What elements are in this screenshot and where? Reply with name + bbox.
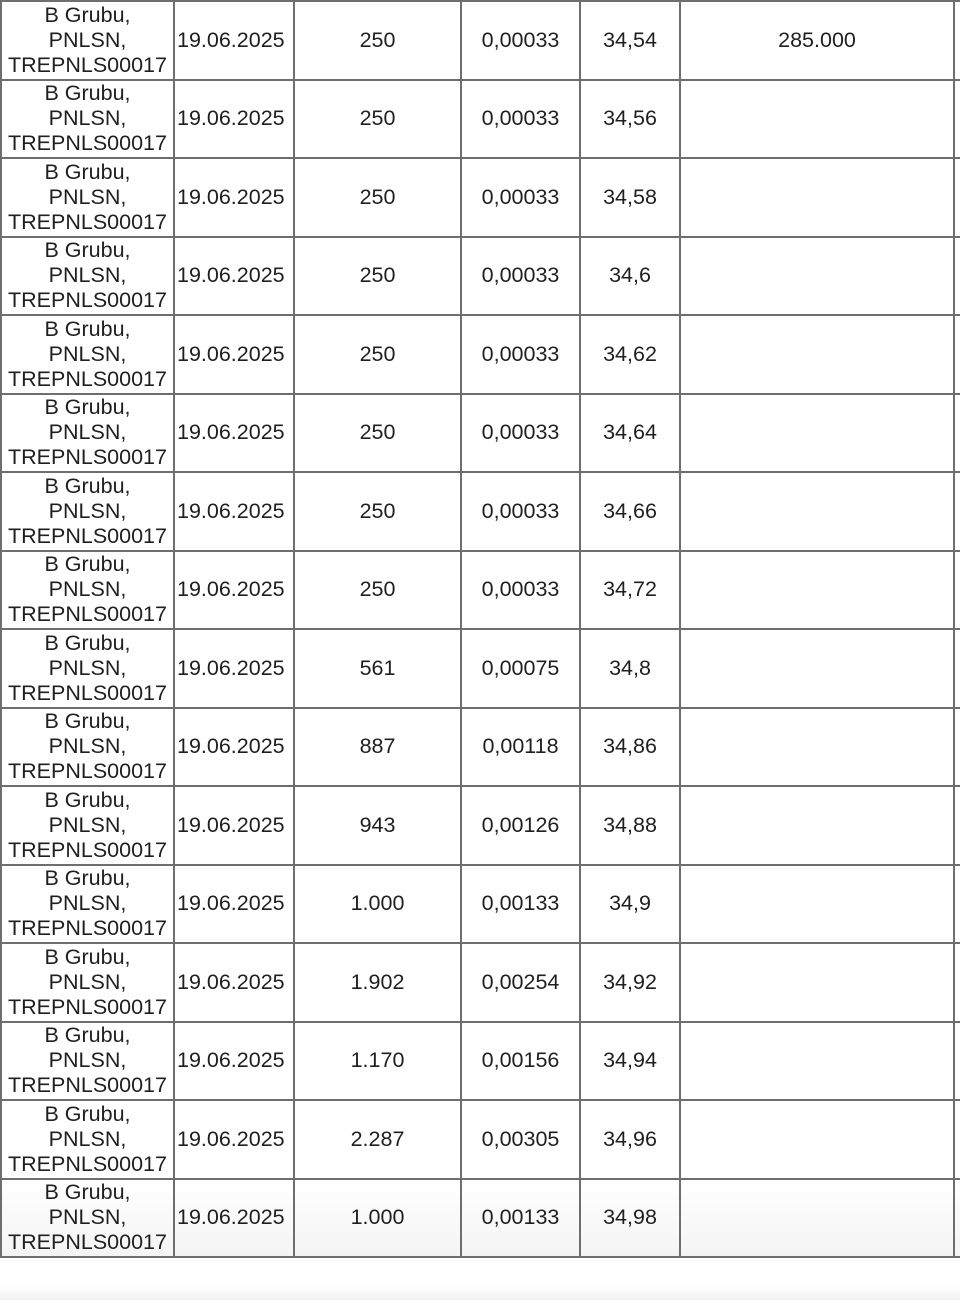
cell-price: 34,64 <box>580 394 680 473</box>
cell-price: 34,9 <box>580 865 680 944</box>
cell-total <box>680 629 954 708</box>
cell-quantity: 250 <box>294 551 461 630</box>
table-row <box>1 1022 960 1101</box>
security-isin: TREPNLS00017 <box>8 1151 167 1176</box>
cell-ratio: 0,00033 <box>461 551 580 630</box>
security-group: B Grubu, <box>44 787 131 812</box>
security-isin: TREPNLS00017 <box>8 759 167 784</box>
cell-clipped <box>954 1022 960 1101</box>
cell-price: 34,66 <box>580 472 680 551</box>
cell-quantity: 1.000 <box>294 865 461 944</box>
cell-price: 34,92 <box>580 943 680 1022</box>
cell-total: 285.000 <box>680 1 954 80</box>
cell-clipped <box>954 786 960 865</box>
table-row <box>1 1100 960 1179</box>
security-isin: TREPNLS00017 <box>8 1230 167 1255</box>
security-ticker: PNLSN, <box>48 734 127 759</box>
security-group: B Grubu, <box>44 944 131 969</box>
cell-date: 19.06.2025 <box>174 629 294 708</box>
table-row <box>1 1179 960 1258</box>
security-isin: TREPNLS00017 <box>8 445 167 470</box>
cell-price: 34,6 <box>580 237 680 316</box>
security-group: B Grubu, <box>44 1023 131 1048</box>
cell-date: 19.06.2025 <box>174 708 294 787</box>
cell-price: 34,88 <box>580 786 680 865</box>
security-ticker: PNLSN, <box>48 655 127 680</box>
cell-ratio: 0,00033 <box>461 237 580 316</box>
security-ticker: PNLSN, <box>48 812 127 837</box>
cell-quantity: 943 <box>294 786 461 865</box>
security-ticker: PNLSN, <box>48 263 127 288</box>
security-group: B Grubu, <box>44 395 131 420</box>
cell-total <box>680 1100 954 1179</box>
security-isin: TREPNLS00017 <box>8 366 167 391</box>
cell-quantity: 887 <box>294 708 461 787</box>
cell-date: 19.06.2025 <box>174 865 294 944</box>
table-row <box>1 472 960 551</box>
security-isin: TREPNLS00017 <box>8 994 167 1019</box>
cell-ratio: 0,00033 <box>461 472 580 551</box>
cell-total <box>680 472 954 551</box>
cell-security <box>1 551 174 630</box>
cell-ratio: 0,00133 <box>461 1179 580 1258</box>
security-ticker: PNLSN, <box>48 106 127 131</box>
cell-total <box>680 786 954 865</box>
cell-quantity: 250 <box>294 80 461 159</box>
cell-price: 34,98 <box>580 1179 680 1258</box>
table-row <box>1 943 960 1022</box>
security-group: B Grubu, <box>44 709 131 734</box>
cell-ratio: 0,00033 <box>461 158 580 237</box>
cell-quantity: 250 <box>294 237 461 316</box>
table-row <box>1 237 960 316</box>
cell-clipped <box>954 237 960 316</box>
security-isin: TREPNLS00017 <box>8 837 167 862</box>
cell-security <box>1 865 174 944</box>
cell-total <box>680 865 954 944</box>
cell-quantity: 250 <box>294 158 461 237</box>
table-body <box>1 1 960 1257</box>
cell-ratio: 0,00033 <box>461 394 580 473</box>
cell-clipped <box>954 629 960 708</box>
cell-quantity: 561 <box>294 629 461 708</box>
cell-security <box>1 158 174 237</box>
cell-ratio: 0,00305 <box>461 1100 580 1179</box>
table-row <box>1 629 960 708</box>
security-group: B Grubu, <box>44 238 131 263</box>
security-ticker: PNLSN, <box>48 969 127 994</box>
cell-ratio: 0,00033 <box>461 1 580 80</box>
cell-security <box>1 708 174 787</box>
security-ticker: PNLSN, <box>48 498 127 523</box>
cell-security <box>1 629 174 708</box>
cell-date: 19.06.2025 <box>174 1 294 80</box>
table-row <box>1 315 960 394</box>
cell-total <box>680 943 954 1022</box>
cell-price: 34,94 <box>580 1022 680 1101</box>
table-row <box>1 865 960 944</box>
cell-security <box>1 1100 174 1179</box>
cell-date: 19.06.2025 <box>174 158 294 237</box>
security-group: B Grubu, <box>44 1101 131 1126</box>
cell-date: 19.06.2025 <box>174 943 294 1022</box>
cell-clipped <box>954 394 960 473</box>
security-isin: TREPNLS00017 <box>8 523 167 548</box>
cell-clipped <box>954 551 960 630</box>
security-ticker: PNLSN, <box>48 27 127 52</box>
security-ticker: PNLSN, <box>48 1205 127 1230</box>
security-group: B Grubu, <box>44 630 131 655</box>
cell-clipped <box>954 1100 960 1179</box>
security-ticker: PNLSN, <box>48 420 127 445</box>
cell-clipped <box>954 1179 960 1258</box>
cell-security <box>1 80 174 159</box>
cell-date: 19.06.2025 <box>174 1022 294 1101</box>
cell-date: 19.06.2025 <box>174 551 294 630</box>
cell-total <box>680 315 954 394</box>
security-group: B Grubu, <box>44 316 131 341</box>
security-group: B Grubu, <box>44 2 131 27</box>
cell-clipped <box>954 1 960 80</box>
cell-security <box>1 315 174 394</box>
cell-security <box>1 237 174 316</box>
cell-quantity: 1.000 <box>294 1179 461 1258</box>
table-row <box>1 1 960 80</box>
cell-price: 34,54 <box>580 1 680 80</box>
cell-date: 19.06.2025 <box>174 315 294 394</box>
cell-ratio: 0,00118 <box>461 708 580 787</box>
cell-ratio: 0,00075 <box>461 629 580 708</box>
table-row <box>1 786 960 865</box>
cell-security <box>1 786 174 865</box>
cell-price: 34,62 <box>580 315 680 394</box>
cell-ratio: 0,00033 <box>461 315 580 394</box>
security-ticker: PNLSN, <box>48 1126 127 1151</box>
security-isin: TREPNLS00017 <box>8 288 167 313</box>
cell-date: 19.06.2025 <box>174 394 294 473</box>
cell-ratio: 0,00133 <box>461 865 580 944</box>
cell-quantity: 1.902 <box>294 943 461 1022</box>
security-group: B Grubu, <box>44 159 131 184</box>
table-row <box>1 708 960 787</box>
cell-total <box>680 551 954 630</box>
table-row <box>1 551 960 630</box>
cell-total <box>680 1179 954 1258</box>
cell-price: 34,86 <box>580 708 680 787</box>
cell-date: 19.06.2025 <box>174 1100 294 1179</box>
cell-total <box>680 394 954 473</box>
security-isin: TREPNLS00017 <box>8 131 167 156</box>
cell-clipped <box>954 472 960 551</box>
security-isin: TREPNLS00017 <box>8 209 167 234</box>
cell-clipped <box>954 315 960 394</box>
cell-price: 34,96 <box>580 1100 680 1179</box>
cell-date: 19.06.2025 <box>174 80 294 159</box>
security-group: B Grubu, <box>44 866 131 891</box>
cell-clipped <box>954 708 960 787</box>
cell-quantity: 250 <box>294 315 461 394</box>
cell-security <box>1 943 174 1022</box>
cell-quantity: 250 <box>294 394 461 473</box>
cell-quantity: 1.170 <box>294 1022 461 1101</box>
cell-total <box>680 708 954 787</box>
cell-ratio: 0,00156 <box>461 1022 580 1101</box>
security-ticker: PNLSN, <box>48 184 127 209</box>
cell-total <box>680 158 954 237</box>
cell-total <box>680 1022 954 1101</box>
security-isin: TREPNLS00017 <box>8 52 167 77</box>
cell-total <box>680 237 954 316</box>
security-ticker: PNLSN, <box>48 891 127 916</box>
cell-security <box>1 1022 174 1101</box>
security-isin: TREPNLS00017 <box>8 1073 167 1098</box>
security-group: B Grubu, <box>44 1180 131 1205</box>
security-ticker: PNLSN, <box>48 1048 127 1073</box>
security-isin: TREPNLS00017 <box>8 602 167 627</box>
cell-clipped <box>954 158 960 237</box>
cell-security <box>1 394 174 473</box>
cell-clipped <box>954 943 960 1022</box>
cell-date: 19.06.2025 <box>174 472 294 551</box>
security-group: B Grubu, <box>44 81 131 106</box>
table-row <box>1 80 960 159</box>
cell-price: 34,72 <box>580 551 680 630</box>
security-isin: TREPNLS00017 <box>8 680 167 705</box>
cell-clipped <box>954 80 960 159</box>
cell-price: 34,58 <box>580 158 680 237</box>
cell-ratio: 0,00254 <box>461 943 580 1022</box>
cell-security <box>1 472 174 551</box>
cell-security <box>1 1 174 80</box>
security-group: B Grubu, <box>44 552 131 577</box>
cell-clipped <box>954 865 960 944</box>
cell-ratio: 0,00033 <box>461 80 580 159</box>
table-row <box>1 158 960 237</box>
cell-date: 19.06.2025 <box>174 1179 294 1258</box>
cell-quantity: 2.287 <box>294 1100 461 1179</box>
security-isin: TREPNLS00017 <box>8 916 167 941</box>
security-ticker: PNLSN, <box>48 341 127 366</box>
cell-date: 19.06.2025 <box>174 786 294 865</box>
security-ticker: PNLSN, <box>48 577 127 602</box>
cell-ratio: 0,00126 <box>461 786 580 865</box>
cell-quantity: 250 <box>294 472 461 551</box>
cell-total <box>680 80 954 159</box>
cell-security <box>1 1179 174 1258</box>
cell-date: 19.06.2025 <box>174 237 294 316</box>
cell-quantity: 250 <box>294 1 461 80</box>
cell-price: 34,8 <box>580 629 680 708</box>
bottom-edge-shadow <box>0 1286 960 1300</box>
cell-price: 34,56 <box>580 80 680 159</box>
table-row <box>1 394 960 473</box>
security-group: B Grubu, <box>44 473 131 498</box>
